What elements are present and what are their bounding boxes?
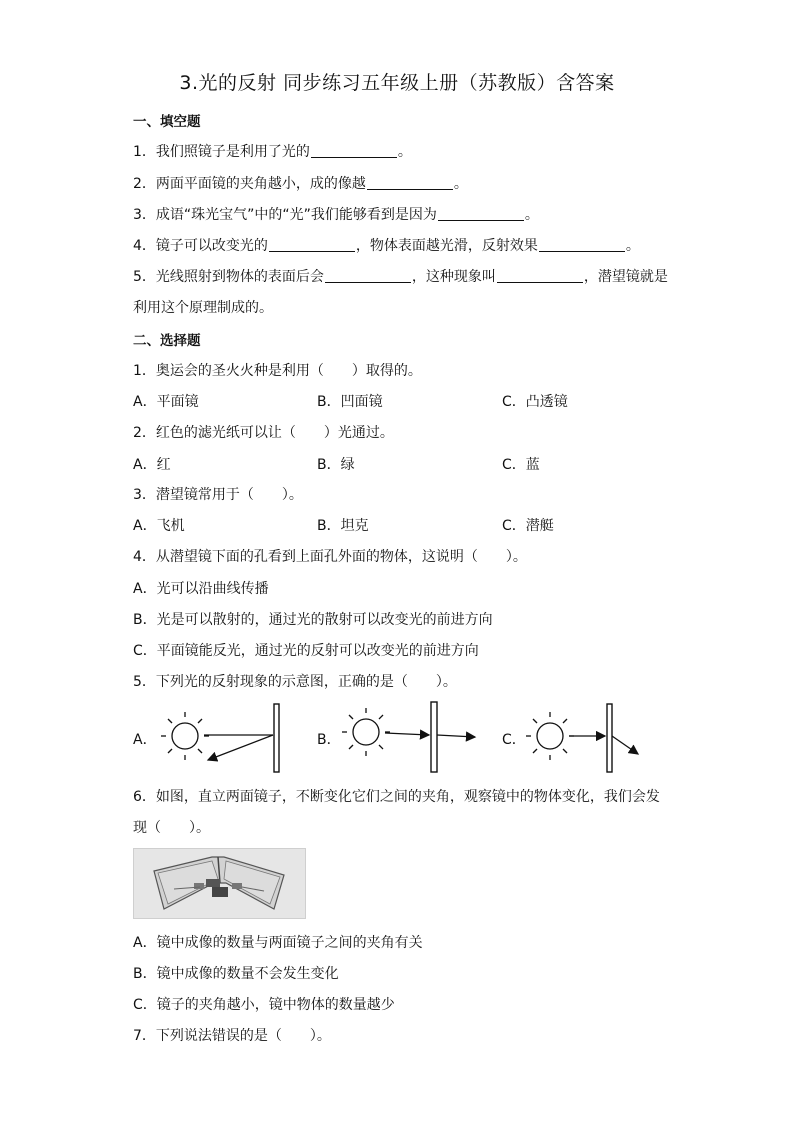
answer-blank[interactable]	[438, 206, 524, 221]
fill-q4-text: 4．镜子可以改变光的	[133, 238, 268, 254]
diagram-c	[526, 704, 638, 772]
fill-q2-end: 。	[453, 176, 468, 192]
sun-icon	[526, 712, 574, 760]
fill-q5-text: 5．光线照射到物体的表面后会	[133, 269, 324, 285]
choice-q2-option-a[interactable]: A．红	[133, 457, 171, 473]
fill-q4-mid: ，物体表面越光滑，反射效果	[355, 238, 538, 254]
choice-q4-option-c[interactable]: C．平面镜能反光，通过光的反射可以改变光的前进方向	[133, 643, 479, 659]
sun-icon	[342, 708, 390, 756]
answer-blank[interactable]	[497, 268, 583, 283]
answer-blank[interactable]	[367, 175, 453, 190]
answer-blank[interactable]	[325, 268, 411, 283]
fill-question-5	[133, 266, 668, 286]
choice-q3-option-c[interactable]: C．潜艇	[502, 518, 554, 534]
fill-question-5-cont: 利用这个原理制成的。	[133, 300, 273, 316]
choice-q3-stem: 3．潜望镜常用于（ ）。	[133, 487, 303, 503]
choice-q3-option-a[interactable]: A．飞机	[133, 518, 185, 534]
choice-q6-stem-cont: 现（ ）。	[133, 820, 210, 836]
fill-q1-text: 1．我们照镜子是利用了光的	[133, 144, 310, 160]
choice-q6-option-a[interactable]: A．镜中成像的数量与两面镜子之间的夹角有关	[133, 935, 423, 951]
diagram-b	[342, 702, 475, 772]
sun-icon	[161, 712, 209, 760]
section-fill-blank-heading: 一、填空题	[133, 114, 201, 130]
choice-q3-option-b[interactable]: B．坦克	[317, 518, 369, 534]
choice-q2-stem: 2．红色的滤光纸可以让（ ）光通过。	[133, 425, 394, 441]
fill-q5-mid: ，这种现象叫	[411, 269, 496, 285]
choice-q7-stem: 7．下列说法错误的是（ ）。	[133, 1028, 331, 1044]
fill-question-2	[133, 173, 468, 193]
choice-q4-stem: 4．从潜望镜下面的孔看到上面孔外面的物体，这说明（ ）。	[133, 549, 527, 565]
choice-q2-option-c[interactable]: C．蓝	[502, 457, 540, 473]
choice-q6-option-c[interactable]: C．镜子的夹角越小，镜中物体的数量越少	[133, 997, 395, 1013]
choice-q4-option-b[interactable]: B．光是可以散射的，通过光的散射可以改变光的前进方向	[133, 612, 493, 628]
fill-q1-end: 。	[397, 144, 412, 160]
mirror-photo-image	[134, 849, 305, 918]
fill-question-3	[133, 204, 539, 224]
mirror	[431, 702, 437, 772]
transmitted-ray	[437, 735, 475, 737]
answer-blank[interactable]	[539, 237, 625, 252]
choice-q2-option-b[interactable]: B．绿	[317, 457, 355, 473]
fill-q5-tail: ，潜望镜就是	[583, 269, 668, 285]
refracted-ray	[612, 736, 638, 754]
choice-q1-option-c[interactable]: C．凸透镜	[502, 394, 568, 410]
incident-ray	[385, 733, 429, 735]
choice-q5-option-a-label[interactable]: A．	[133, 732, 157, 748]
choice-q5-option-b-label[interactable]: B．	[317, 732, 341, 748]
answer-blank[interactable]	[311, 143, 397, 158]
choice-q1-option-b[interactable]: B．凹面镜	[317, 394, 383, 410]
mirror	[607, 704, 612, 772]
reflected-ray	[208, 735, 273, 760]
mirror	[274, 704, 279, 772]
fill-q3-end: 。	[524, 207, 539, 223]
choice-q6-stem: 6．如图，直立两面镜子，不断变化它们之间的夹角，观察镜中的物体变化，我们会发	[133, 789, 660, 805]
fill-q3-text: 3．成语“珠光宝气”中的“光”我们能够看到是因为	[133, 207, 437, 223]
choice-q5-stem: 5．下列光的反射现象的示意图，正确的是（ ）。	[133, 674, 457, 690]
fill-q4-end: 。	[625, 238, 640, 254]
section-choice-heading: 二、选择题	[133, 333, 201, 349]
choice-q5-option-c-label[interactable]: C．	[502, 732, 526, 748]
reflection-diagrams	[130, 700, 670, 780]
mirror-photo	[133, 848, 306, 919]
choice-q4-option-a[interactable]: A．光可以沿曲线传播	[133, 581, 269, 597]
fill-question-1	[133, 141, 412, 161]
page-title: 3.光的反射 同步练习五年级上册（苏教版）含答案	[179, 72, 615, 94]
choice-q1-option-a[interactable]: A．平面镜	[133, 394, 199, 410]
diagram-a	[161, 704, 279, 772]
fill-question-4	[133, 235, 640, 255]
answer-blank[interactable]	[269, 237, 355, 252]
choice-q6-option-b[interactable]: B．镜中成像的数量不会发生变化	[133, 966, 339, 982]
choice-q1-stem: 1．奥运会的圣火火种是利用（ ）取得的。	[133, 363, 422, 379]
fill-q2-text: 2．两面平面镜的夹角越小，成的像越	[133, 176, 366, 192]
